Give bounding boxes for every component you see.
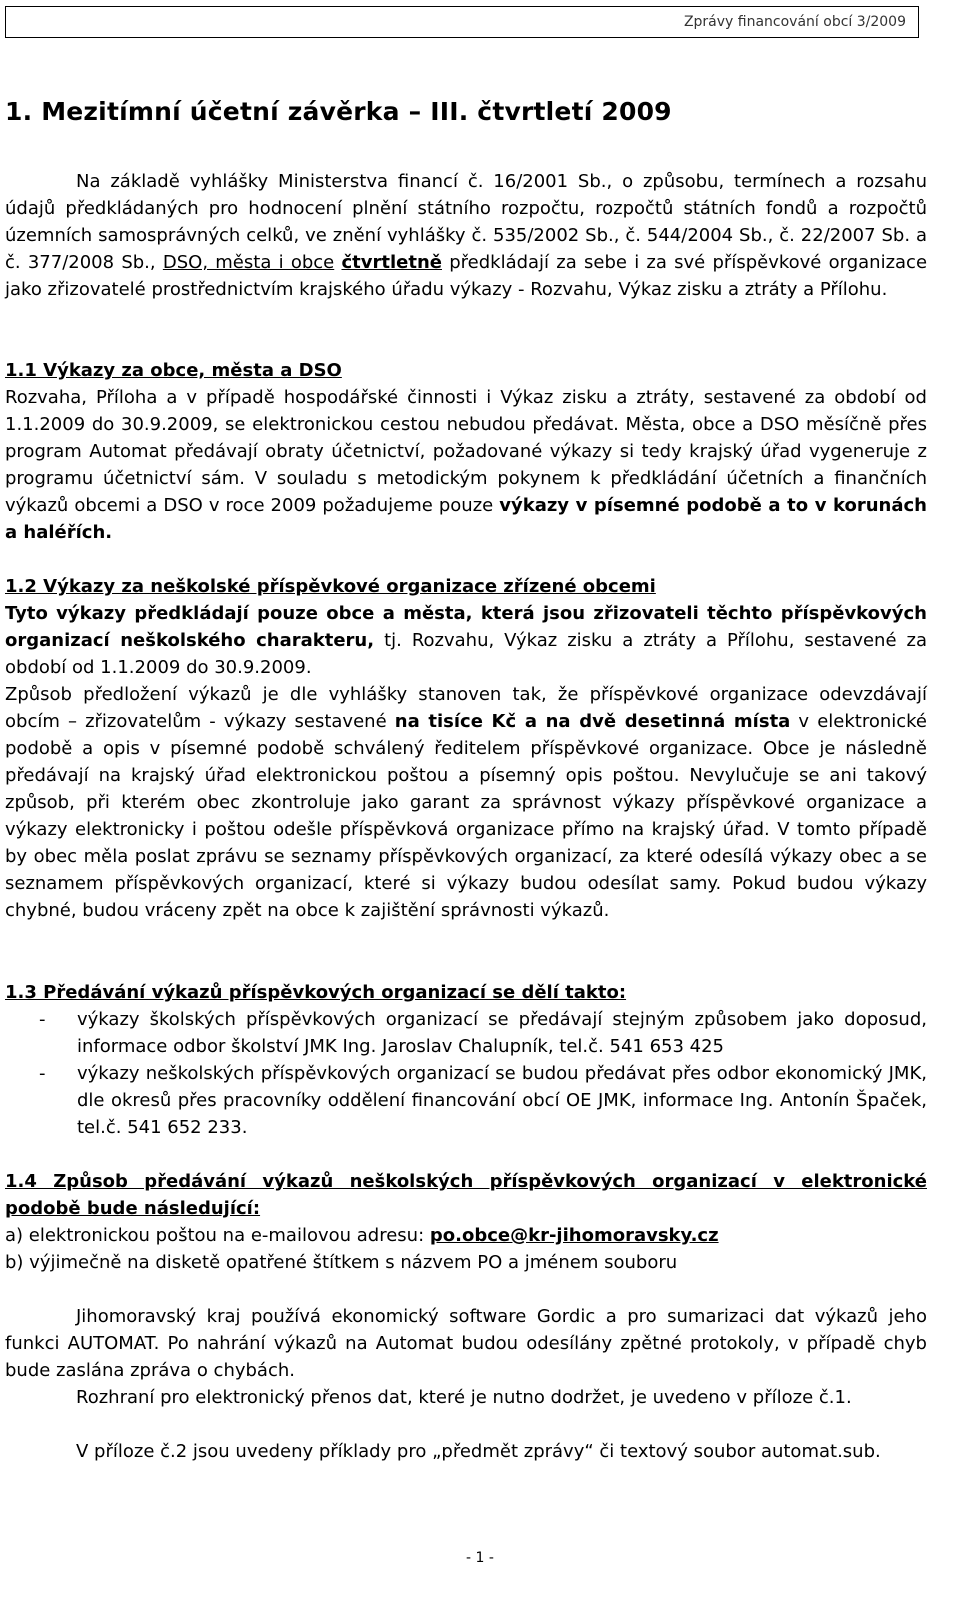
email-link[interactable]: po.obce@kr-jihomoravsky.cz (429, 1225, 719, 1246)
page-title: 1. Mezitímní účetní závěrka – III. čtvrtletí 2009 (5, 97, 672, 126)
list-item: - výkazy školských příspěvkových organizací se předávají stejným způsobem jako doposud, informace odbor školství JMK Ing. Jaroslav Chalupník, tel.č. 541 653 425 (39, 1009, 927, 1057)
section-1-2-heading: 1.2 Výkazy za neškolské příspěvkové organizace zřízené obcemi (5, 576, 656, 597)
intro-text: Na základě vyhlášky Ministerstva financí č. 16/2001 Sb., o způsobu, termínech a rozsahu údajů předkládaných pro hodnocení plnění státního rozpočtu, rozpočtů státních fondů a rozpočtů územních samosprávných celků, ve znění vyhlášky č. 535/2002 Sb., č. 544/2004 Sb., č. 22/2007 Sb. a č. 377/2008 Sb., (5, 171, 927, 273)
page-number: - 1 - (466, 1550, 494, 1566)
intro-quarterly: čtvrtletně (341, 252, 442, 273)
section-1-2-text: Tyto výkazy předkládají pouze obce a města, která jsou zřizovateli těchto příspěvkových organizací neškolského charakteru, tj. Rozvahu, Výkaz zisku a ztráty a Přílohu, sestavené za období od 1.1.2009 do 30.9.2009. (5, 603, 928, 678)
section-1-4-option-b: b) výjimečně na disketě opatřené štítkem s názvem PO a jménem souboru (5, 1252, 678, 1273)
closing-paragraph: Rozhraní pro elektronický přenos dat, které je nutno dodržet, je uvedeno v příloze č.1. (76, 1387, 852, 1408)
section-1-1-heading: 1.1 Výkazy za obce, města a DSO (5, 360, 342, 381)
section-1-2-method: Způsob předložení výkazů je dle vyhlášky stanoven tak, že příspěvkové organizace odevzdávají obcím – zřizovatelům - výkazy sestavené na tisíce Kč a na dvě desetinná místa v elektronické podobě a opis v písemné podobě schválený ředitelem příspěvkové organizace. Obce je následně předávají na krajský úřad elektronickou poštou a písemný opis poštou. Nevylučuje se ani takový způsob, při kterém obec zkontroluje jako garant za správnost výkazy příspěvkové organizace a výkazy elektronicky i poštou odešle příspěvková organizace přímo na krajský úřad. V tomto případě by obec měla poslat zprávu se seznamy příspěvkových organizací, za které odesílá výkazy obec a se seznamem příspěvkových organizací, které si výkazy budou odesílat samy. Pokud budou výkazy chybné, budou vráceny zpět na obce k zajištění správnosti výkazů. (5, 684, 928, 921)
intro-text-end: předkládají za sebe i za své příspěvkové organizace jako zřizovatelé prostřednictvím krajského úřadu výkazy - Rozvahu, Výkaz zisku a ztráty a Přílohu. (5, 252, 928, 300)
section-1-2-emphasis: Tyto výkazy předkládají pouze obce a města, která jsou zřizovateli těchto příspěvkových organizací neškolského charakteru, (5, 603, 927, 651)
section-1-2-units: na tisíce Kč a na dvě desetinná místa (394, 711, 791, 732)
closing-paragraph: Jihomoravský kraj používá ekonomický software Gordic a pro sumarizaci dat výkazů jeho funkci AUTOMAT. Po nahrání výkazů na Automat budou odesílány zpětné protokoly, v případě chyb bude zaslána zpráva o chybách. (5, 1306, 927, 1381)
intro-paragraph (5, 168, 927, 303)
section-1-3-heading: 1.3 Předávání výkazů příspěvkových organizací se dělí takto: (5, 982, 627, 1003)
section-1-1-emphasis: výkazy v písemné podobě a to v korunách a haléřích. (5, 495, 927, 543)
running-header (5, 6, 919, 38)
list-item: - výkazy neškolských příspěvkových organizací se budou předávat přes odbor ekonomický JMK, dle okresů přes pracovníky oddělení financování obcí OE JMK, informace Ing. Antonín Špaček, tel.č. 541 652 233. (39, 1063, 927, 1138)
header-title: Zprávy financování obcí 3/2009 (683, 14, 906, 30)
section-1-4-option-a: a) elektronickou poštou na e-mailovou adresu: po.obce@kr-jihomoravsky.cz (5, 1225, 719, 1246)
closing-paragraph: V příloze č.2 jsou uvedeny příklady pro „předmět zprávy“ či textový soubor automat.sub. (76, 1441, 881, 1462)
intro-subjects: DSO, města i obce (162, 252, 335, 273)
section-1-4-heading: 1.4 Způsob předávání výkazů neškolských příspěvkových organizací v elektronické podobě bude následující: (5, 1171, 927, 1219)
section-1-1-text: Rozvaha, Příloha a v případě hospodářské činnosti i Výkaz zisku a ztráty, sestavené za období od 1.1.2009 do 30.9.2009, se elektronickou cestou nebudou předávat. Města, obce a DSO měsíčně přes program Automat předávají obraty účetnictví, požadované výkazy si tedy krajský úřad vygeneruje z programu účetnictví sám. V souladu s metodickým pokynem k předkládání účetních a finančních výkazů obcemi a DSO v roce 2009 požadujeme pouze výkazy v písemné podobě a to v korunách a haléřích. (5, 387, 927, 543)
